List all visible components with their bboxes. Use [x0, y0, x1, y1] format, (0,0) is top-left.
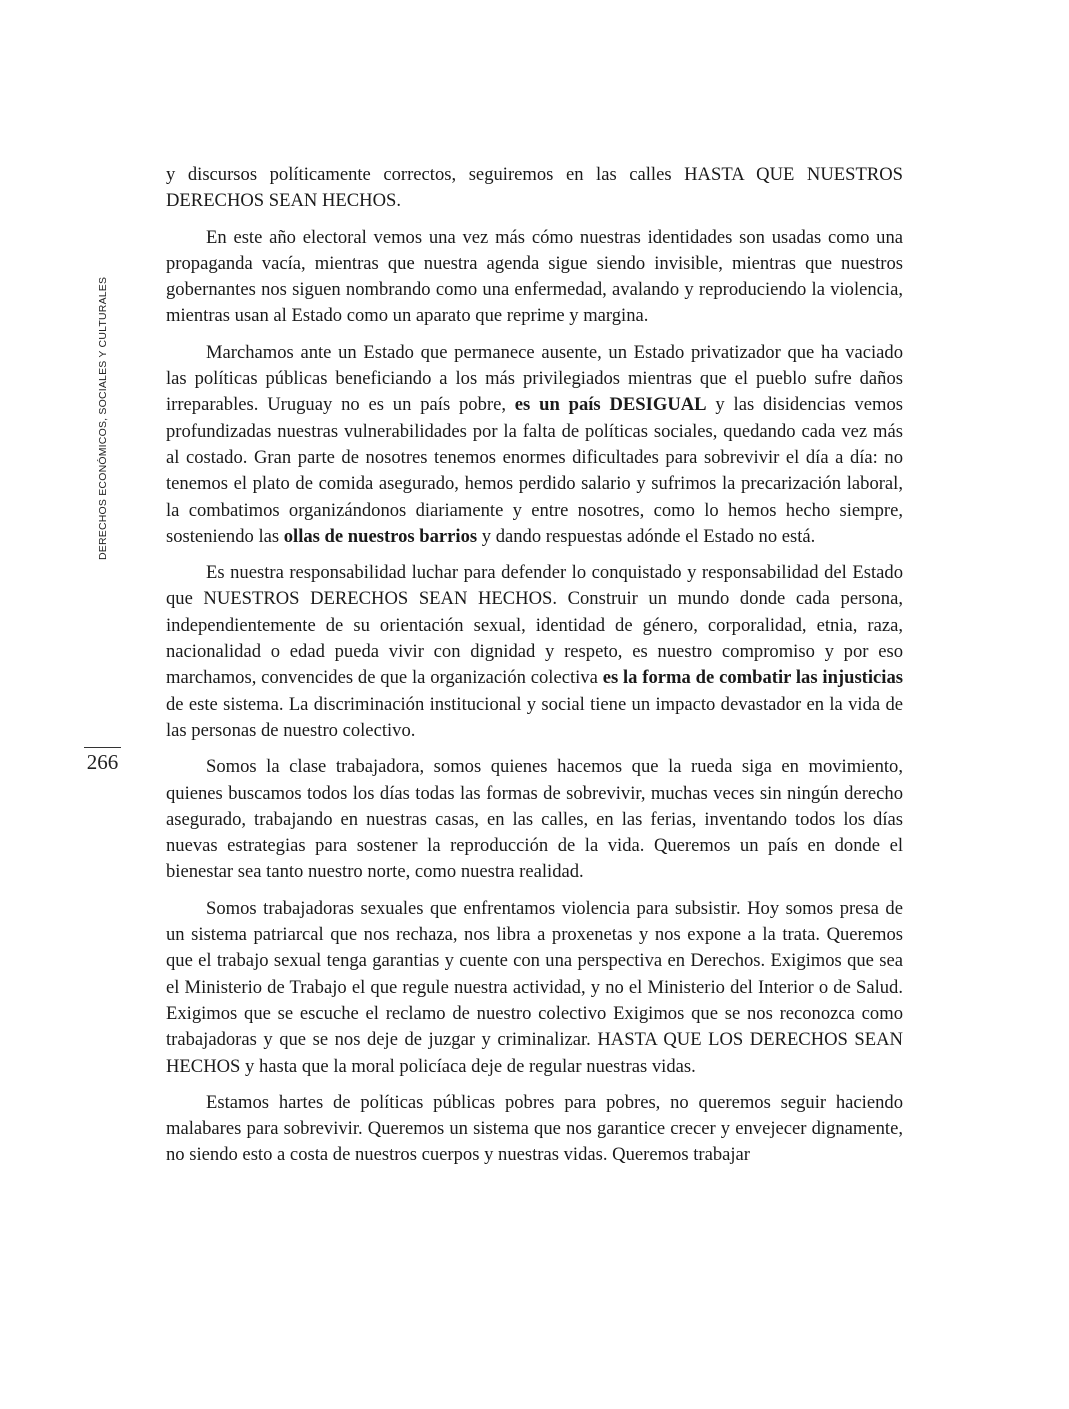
- bold-text: es la forma de combatir las injusticias: [602, 667, 903, 689]
- paragraph: [166, 1090, 903, 1169]
- paragraph: [166, 340, 903, 550]
- body-text: [166, 162, 903, 1179]
- paragraph-text: Marchamos ante un Estado que permanece ausente, un Estado privatizador que ha vaciado las políticas públicas beneficiando a los más privilegiados mientras que el pueblo sufre daños irreparables. Uruguay no es un país pobre,: [166, 341, 903, 416]
- page-number: 266: [84, 747, 121, 775]
- paragraph: [166, 754, 903, 885]
- paragraph: [166, 560, 903, 744]
- paragraph-text: de este sistema. La discriminación institucional y social tiene un impacto devastador en la vida de las personas de nuestro colectivo.: [166, 693, 903, 741]
- paragraph: [166, 896, 903, 1080]
- bold-text: ollas de nuestros barrios: [283, 525, 478, 547]
- paragraph-text: Estamos hartes de políticas públicas pobres para pobres, no queremos seguir haciendo malabares para sobrevivir. Queremos un sistema que nos garantice crecer y envejecer dignamente, no siendo esto a costa de nuestros cuerpos y nuestras vidas. Queremos trabajar: [166, 1091, 903, 1166]
- paragraph-text: y las disidencias vemos profundizadas nuestras vulnerabilidades por la falta de políticas sociales, quedando cada vez más al costado. Gran parte de nosotres tenemos enormes dificultades para sobrevivir el día a día: no tenemos el plato de comida asegurado, hemos perdido salario y sufrimos la precarización laboral, la combatimos organizándonos diariamente y entre nosotres, como lo hemos hecho siempre, sosteniendo las: [166, 394, 903, 547]
- running-header-label: DERECHOS ECONÓMICOS, SOCIALES Y CULTURALES: [97, 276, 109, 560]
- bold-text: es un país DESIGUAL: [514, 394, 707, 416]
- paragraph: [166, 162, 903, 215]
- paragraph-text: y dando respuestas adónde el Estado no está.: [477, 525, 816, 547]
- paragraph: [166, 225, 903, 330]
- paragraph-text: Somos trabajadoras sexuales que enfrentamos violencia para subsistir. Hoy somos presa de un sistema patriarcal que nos rechaza, nos libra a proxenetas y nos expone a la trata. Queremos que el trabajo sexual tenga garantias y cuente con una perspectiva en Derechos. Exigimos que sea el Ministerio de Trabajo el que regule nuestra actividad, y no el Ministerio del Interior o de Salud. Exigimos que se escuche el reclamo de nuestro colectivo Exigimos que se nos reconozca como trabajadoras y que se nos deje de juzgar y criminalizar. HASTA QUE LOS DERECHOS SEAN HECHOS y hasta que la moral policíaca deje de regular nuestras vidas.: [166, 897, 903, 1077]
- paragraph-text: Somos la clase trabajadora, somos quienes hacemos que la rueda siga en movimiento, quienes buscamos todos los días todas las formas de sobrevivir, muchas veces sin ningún derecho asegurado, trabajando en nuestras casas, en las calles, en las ferias, inventando todos los días nuevas estrategias para sostener la reproducción de la vida. Queremos un país en donde el bienestar sea tanto nuestro norte, como nuestra realidad.: [166, 756, 903, 883]
- paragraph-text: Es nuestra responsabilidad luchar para defender lo conquistado y responsabilidad del Estado que NUESTROS DERECHOS SEAN HECHOS. Construir un mundo donde cada persona, independientemente de su orientación sexual, identidad de género, corporalidad, etnia, raza, nacionalidad o edad pueda vivir con dignidad y respeto, es nuestro compromiso y por eso marchamos, convencides de que la organización colectiva: [166, 562, 903, 689]
- paragraph-text: y discursos políticamente correctos, seguiremos en las calles HASTA QUE NUESTROS DERECHOS SEAN HECHOS.: [166, 164, 903, 212]
- paragraph-text: En este año electoral vemos una vez más cómo nuestras identidades son usadas como una propaganda vacía, mientras que nuestra agenda sigue siendo invisible, mientras que nuestros gobernantes nos siguen nombrando como una enfermedad, avalando y reproduciendo la violencia, mientras usan al Estado como un aparato que reprime y margina.: [166, 226, 903, 327]
